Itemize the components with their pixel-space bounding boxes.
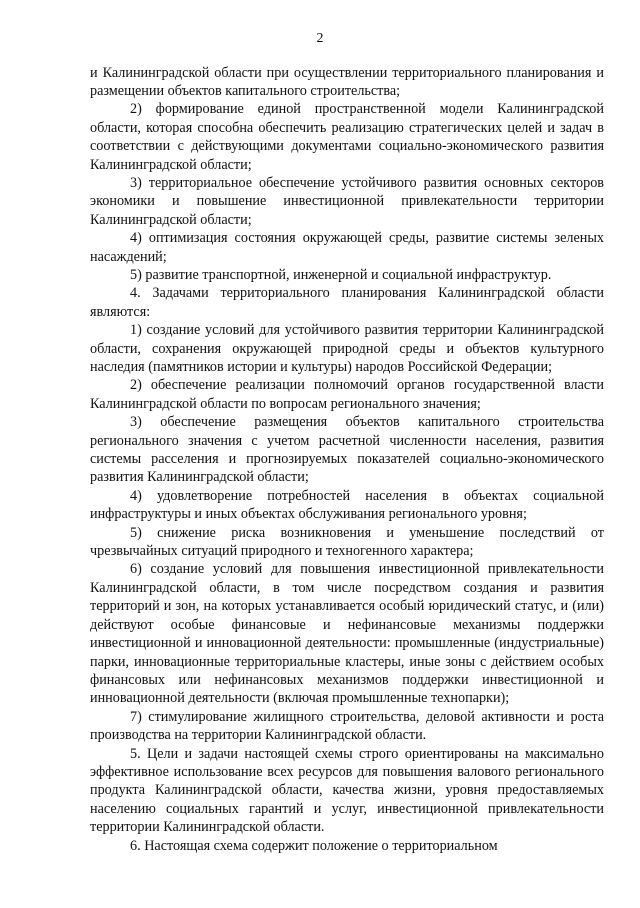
paragraph-task-5: 5) снижение риска возникновения и уменьшение последствий от чрезвычайных ситуаций природного и техногенного характера; xyxy=(90,524,604,560)
paragraph-goal-5: 5) развитие транспортной, инженерной и социальной инфраструктур. xyxy=(130,266,552,283)
paragraph-task-7: 7) стимулирование жилищного строительства, деловой активности и роста производства на территории Калининградской области. xyxy=(90,708,604,744)
paragraph-section-6: 6. Настоящая схема содержит положение о территориальном xyxy=(130,837,498,854)
document-body xyxy=(90,64,604,855)
paragraph-task-6: 6) создание условий для повышения инвестиционной привлекательности Калининградской области, в том числе посредством создания и развития территорий и зон, на которых устанавливается особый юридический статус, и (или) действуют особые финансовые и нефинансовые механизмы поддержки инвестиционной и инновационной деятельности: промышленные (индустриальные) парки, инновационные территориальные кластеры, иные зоны с действием особых финансовых или нефинансовых механизмов поддержки инвестиционной и инновационной деятельности (включая промышленные технопарки); xyxy=(90,561,604,707)
paragraph-section-5: 5. Цели и задачи настоящей схемы строго ориентированы на максимально эффективное использование всех ресурсов для повышения валового регионального продукта Калининградской области, качества жизни, уровня предоставляемых населению социальных гарантий и услуг, инвестиционной привлекательности территории Калининградской области. xyxy=(90,745,604,836)
paragraph-section-4: 4. Задачами территориального планирования Калининградской области являются: xyxy=(90,285,604,320)
paragraph-goal-3: 3) территориальное обеспечение устойчивого развития основных секторов экономики и повышение инвестиционной привлекательности территории Калининградской области; xyxy=(90,174,604,228)
paragraph-task-1: 1) создание условий для устойчивого развития территории Калининградской области, сохранения окружающей природной среды и объектов культурного наследия (памятников истории и культуры) народов Российской Федерации; xyxy=(90,322,604,375)
paragraph-task-4: 4) удовлетворение потребностей населения в объектах социальной инфраструктуры и иных объектах обслуживания регионального уровня; xyxy=(90,487,604,523)
page-number: 2 xyxy=(316,31,324,46)
paragraph-task-2: 2) обеспечение реализации полномочий органов государственной власти Калининградской области по вопросам регионального значения; xyxy=(90,377,604,412)
paragraph-goal-4: 4) оптимизация состояния окружающей среды, развитие системы зеленых насаждений; xyxy=(90,230,604,265)
paragraph-continuation: и Калининградской области при осуществлении территориального планирования и размещении объектов капитального строительства; xyxy=(90,64,604,99)
paragraph-task-3: 3) обеспечение размещения объектов капитального строительства регионального значения с учетом расчетной численности населения, развития системы расселения и прогнозируемых показателей социально-экономического развития Калининградской области; xyxy=(90,414,604,486)
paragraph-goal-2: 2) формирование единой пространственной модели Калининградской области, которая способна обеспечить реализацию стратегических целей и задач в соответствии с действующими документами социально-экономического развития Калининградской области; xyxy=(90,101,604,173)
